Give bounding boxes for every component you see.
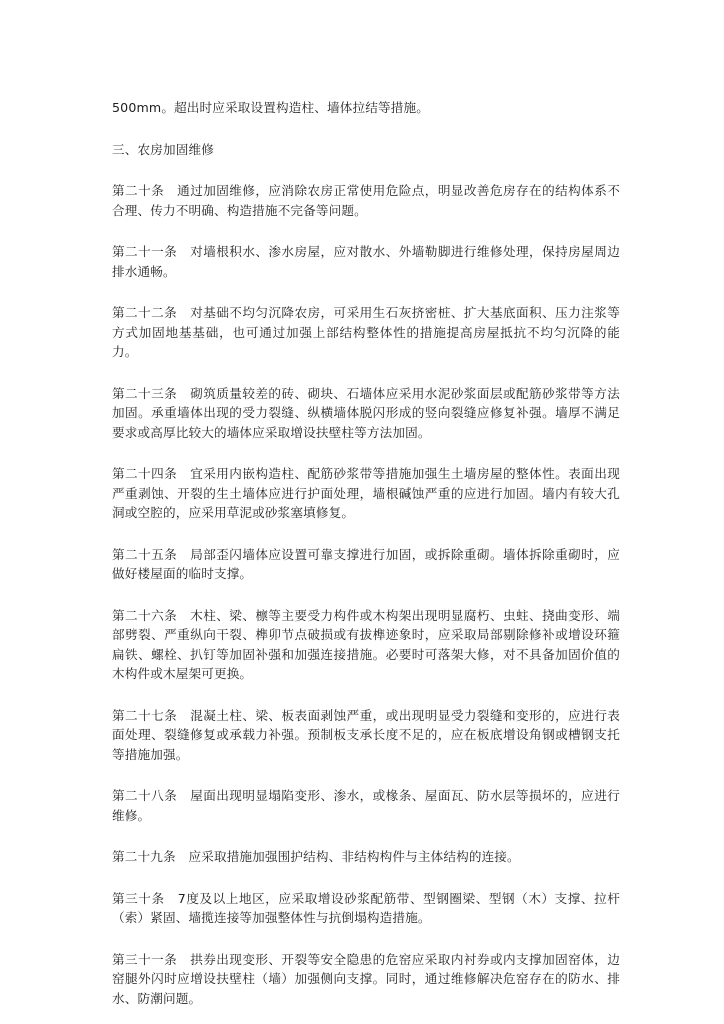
paragraph-gap <box>112 928 620 950</box>
paragraph-gap <box>112 584 620 606</box>
article-22: 第二十二条 对基础不均匀沉降农房，可采用生石灰挤密桩、扩大基底面积、压力注浆等方式加固地基基础，也可通过加强上部结构整体性的措施提高房屋抵抗不均匀沉降的能力。 <box>112 305 620 359</box>
document-page <box>112 98 620 1008</box>
paragraph-gap <box>112 281 620 303</box>
section-heading: 三、农房加固维修 <box>112 141 214 157</box>
article-23: 第二十三条 砌筑质量较差的砖、砌块、石墙体应采用水泥砂浆面层或配筋砂浆带等方法加固。承重墙体出现的受力裂缝、纵横墙体脱闪形成的竖向裂缝应修复补强。墙厚不满足要求或高厚比较大的墙体应采取增设扶壁柱等方法加固。 <box>112 385 620 440</box>
paragraph-gap <box>112 220 620 242</box>
paragraph-gap <box>112 764 620 786</box>
article-31: 第三十一条 拱券出现变形、开裂等安全隐患的危窑应采取内衬券或内支撑加固窑体，边窑腿外闪时应增设扶壁柱（墙）加强侧向支撑。同时，通过维修解决危窑存在的防水、排水、防潮问题。 <box>112 951 620 1006</box>
paragraph-gap <box>112 442 620 464</box>
article-27: 第二十七条 混凝土柱、梁、板表面剥蚀严重，或出现明显受力裂缝和变形的，应进行表面处理、裂缝修复或承载力补强。预制板支承长度不足的，应在板底增设角钢或槽钢支托等措施加强。 <box>112 707 620 762</box>
article-21: 第二十一条 对墙根积水、渗水房屋，应对散水、外墙勒脚进行维修处理，保持房屋周边排水通畅。 <box>112 244 620 279</box>
paragraph-gap <box>112 523 620 545</box>
article-30: 第三十条 7度及以上地区，应采取增设砂浆配筋带、型钢圈梁、型钢（木）支撑、拉杆（索）紧固、墙揽连接等加强整体性与抗倒塌构造措施。 <box>112 890 620 925</box>
paragraph-gap <box>112 362 620 384</box>
paragraph-continuation: 500mm。超出时应采取设置构造柱、墙体拉结等措施。 <box>112 100 429 115</box>
article-20: 第二十条 通过加固维修，应消除农房正常使用危险点，明显改善危房存在的结构体系不合理、传力不明确、构造措施不完备等问题。 <box>112 183 620 218</box>
paragraph-gap <box>112 867 620 889</box>
article-26: 第二十六条 木柱、梁、檩等主要受力构件或木构架出现明显腐朽、虫蛀、挠曲变形、端部劈裂、严重纵向干裂、榫卯节点破损或有拔榫迹象时，应采取局部剔除修补或增设环箍扁铁、螺栓、扒钉等加固补强和加强连接措施。必要时可落架大修，对不具备加固价值的木构件或木屋架可更换。 <box>112 607 620 681</box>
paragraph-gap <box>112 118 620 140</box>
article-28: 第二十八条 屋面出现明显塌陷变形、渗水，或椽条、屋面瓦、防水层等损坏的，应进行维修。 <box>112 788 620 823</box>
paragraph-gap <box>112 825 620 847</box>
paragraph-gap <box>112 159 620 181</box>
paragraph-gap <box>112 684 620 706</box>
article-29: 第二十九条 应采取措施加强围护结构、非结构构件与主体结构的连接。 <box>112 849 520 864</box>
article-25: 第二十五条 局部歪闪墙体应设置可靠支撑进行加固，或拆除重砌。墙体拆除重砌时，应做好楼屋面的临时支撑。 <box>112 546 620 581</box>
article-24: 第二十四条 宜采用内嵌构造柱、配筋砂浆带等措施加强生土墙房屋的整体性。表面出现严重剥蚀、开裂的生土墙体应进行护面处理，墙根碱蚀严重的应进行加固。墙内有较大孔洞或空腔的，应采用草泥或砂浆塞填修复。 <box>112 466 620 520</box>
